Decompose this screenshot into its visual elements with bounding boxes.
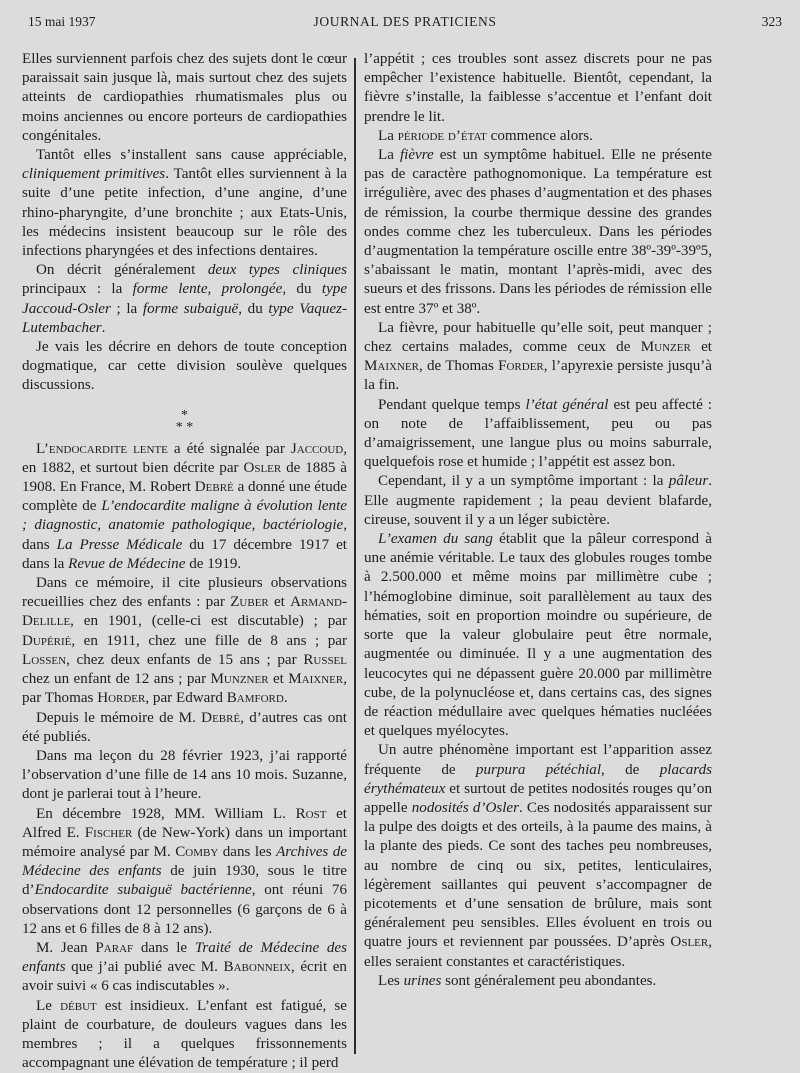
paragraph: Elles surviennent parfois chez des sujets dont le cœur paraissait sain jusque là, mais surtout chez des sujets atteints de cardiopathies rhumatismales plus ou moins anciennes ou encore porteurs de cardiopathies congénitales.: [22, 51, 347, 144]
journal-title: JOURNAL DES PRATICIENS: [313, 14, 497, 29]
paragraph: Je vais les décrire en dehors de toute conception dogmatique, car cette division soulève quelques discussions.: [22, 339, 347, 394]
paragraph: En décembre 1928, MM. William L. Rost et Alfred E. Fischer (de New-York) dans un important mémoire analysé par M. Comby dans les Archives de Médecine des enfants de juin 1930, sous le titre d’Endocardite subaiguë bactérienne, ont réuni 76 observations dont 12 personnelles (6 garçons de 6 à 12 ans et 6 filles de 8 à 12 ans).: [22, 805, 348, 937]
paragraph: La fièvre est un symptôme habituel. Elle ne présente pas de caractère pathognomonique. La température est irrégulière, avec des phases d’augmentation et des phases de rémission, la courbe thermique dessine des grandes ondes comme chez les tuberculeux. Dans les périodes d’augmentation la température oscille entre 38º-39º-39º5, s’abaissant le matin, montant l’après-midi, avec des sueurs et des frissons. Dans les périodes de rémission elle est entre 37º et 38º.: [364, 147, 712, 317]
paragraph: Les urines sont généralement peu abondantes.: [378, 972, 657, 989]
paragraph: Un autre phénomène important est l’apparition assez fréquente de purpura pétéchial, de placards érythémateux et surtout de petites nodosités rouges qu’on appelle nodosités d’Osler. Ces nodosités apparaissent sur la pulpe des doigts et des orteils, à la paume des mains, à la plante des pieds. Ce sont des taches peu nombreuses, au nombre de cinq ou six, petites, lenticulaires, légèrement saillantes qui peuvent s’accompagner de picotements et d’une sensation de brûlure, mais sont généralement peu sensibles. Elles évoluent en trois ou quatre jours et reviennent par poussées. D’après Osler, elles seraient constantes et caractéristiques.: [364, 742, 713, 970]
paragraph: Le début est insidieux. L’enfant est fatigué, se plaint de courbature, de douleurs vagues dans les membres ; il a quelques frissonnements accompagnant une élévation de température ; il perd: [22, 997, 347, 1072]
issue-date: 15 mai 1937: [28, 14, 96, 29]
paragraph: M. Jean Paraf dans le Traité de Médecine des enfants que j’ai publié avec M. Babonneix, écrit en avoir suivi « 6 cas indiscutables ».: [22, 939, 347, 995]
left-column: [22, 50, 348, 1072]
right-column: [364, 50, 712, 1054]
paragraph: On décrit généralement deux types cliniques principaux : la forme lente, prolongée, du type Jaccoud-Osler ; la forme subaiguë, du type Vaquez-Lutembacher.: [22, 262, 348, 336]
paragraph: Depuis le mémoire de M. Debré, d’autres cas ont été publiés.: [22, 709, 347, 745]
paragraph: La période d’état commence alors.: [378, 127, 593, 144]
paragraph: Tantôt elles s’installent sans cause appréciable, cliniquement primitives. Tantôt elles surviennent à la suite d’une petite infection, d’une angine, d’une rhino-pharyngite, d’une bronchite ; aux Etats-Unis, les médecins insistent beaucoup sur le rôle des infections pharyngées et des infections dentaires.: [22, 147, 347, 260]
paragraph: Pendant quelque temps l’état général est peu affecté : on note de l’affaiblissement, peu ou pas d’amaigrissement, une langue plus ou moins saburrale, quelquefois rose et humide ; l’appétit est assez bon.: [364, 396, 713, 471]
section-asterism: * * *: [175, 407, 194, 435]
paragraph: Cependant, il y a un symptôme important : la pâleur. Elle augmente rapidement ; la peau devient blafarde, cireuse, souvent il y a un léger subictère.: [364, 473, 712, 528]
paragraph: Dans ma leçon du 28 février 1923, j’ai rapporté l’observation d’une fille de 14 ans 10 mois. Suzanne, dont je parlerai tout à l’heure.: [22, 747, 347, 803]
page-header: [28, 10, 782, 34]
page-number: 323: [761, 14, 782, 29]
paragraph: l’appétit ; ces troubles sont assez discrets pour ne pas empêcher l’existence habituelle. Bientôt, cependant, la fièvre s’installe, la faiblesse s’accentue et l’enfant doit prendre le lit.: [364, 51, 712, 125]
paragraph: Dans ce mémoire, il cite plusieurs observations recueillies chez des enfants : par Zuber et Armand-Delille, en 1901, (celle-ci est discutable) ; par Dupérié, en 1911, chez une fille de 8 ans ; par Lossen, chez deux enfants de 15 ans ; par Russel chez un enfant de 12 ans ; par Munzner et Maixner, par Thomas Horder, par Edward Bamford.: [22, 575, 347, 707]
paragraph: L’endocardite lente a été signalée par Jaccoud, en 1882, et surtout bien décrite par Osler de 1885 à 1908. En France, M. Robert Debré a donné une étude complète de L’endocardite maligne à évolution lente ; diagnostic, anatomie pathologique, bactériologie, dans La Presse Médicale du 17 décembre 1917 et dans la Revue de Médecine de 1919.: [22, 440, 347, 572]
column-divider: [354, 58, 356, 1054]
paragraph: L’examen du sang établit que la pâleur correspond à une anémie véritable. Le taux des globules rouges tombe à 2.500.000 et même moins par millimètre cube ; l’hémoglobine diminue, soit parallèlement au taux des hématies, soit en proportion moindre ou supérieure, de sorte que la valeur globulaire peut être normale, augmentée ou diminuée. Il y a une augmentation des leucocytes qui ne dépassent guère 20.000 par millimètre cube, de la polynucléose et, dans certains cas, des signes de réaction médullaire avec quelques hématies nucléées et quelques myélocytes.: [364, 531, 712, 740]
paragraph: La fièvre, pour habituelle qu’elle soit, peut manquer ; chez certains malades, comme ceux de Munzer et Maixner, de Thomas Forder, l’apyrexie persiste jusqu’à la fin.: [364, 319, 712, 394]
